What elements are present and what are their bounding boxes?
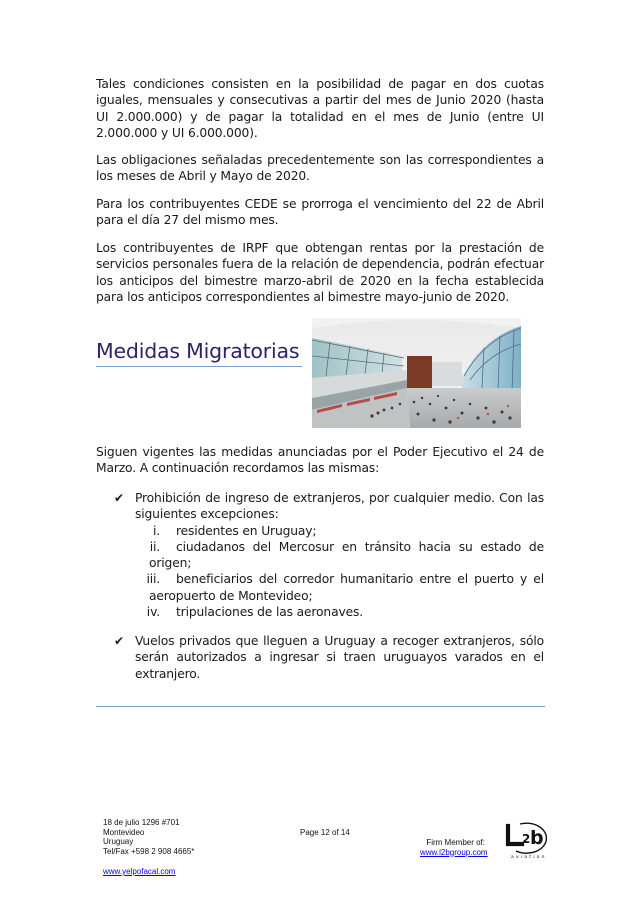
exception-text: beneficiarios del corredor humanitario entre el puerto y el aeropuerto de Montevideo; [149,572,544,603]
paragraph-installments: Tales condiciones consisten en la posibilidad de pagar en dos cuotas iguales, mensuales y consecutivas a partir del mes de Junio 2020 (hasta UI 2.000.000) y de pagar la totalidad en el mes de Junio (entre UI 2.000.000 y UI 6.000.000). [96,77,544,140]
exception-number: iv. [146,605,160,620]
exception-text: ciudadanos del Mercosur en tránsito hacia su estado de origen; [149,539,544,571]
paragraph-obligations: Las obligaciones señaladas precedentemente son las correspondientes a los meses de Abril y Mayo de 2020. [96,153,544,184]
exception-item [135,604,544,620]
exception-item [135,571,544,604]
address-line: Montevideo [103,827,145,837]
website-footer [103,867,175,877]
section-divider [96,706,545,707]
heading-underline [96,366,302,367]
svg-text:b: b [530,827,544,849]
exceptions-list [135,523,544,621]
exception-text: residentes en Uruguay; [176,523,317,538]
bullet-item [114,633,544,682]
svg-text:2: 2 [522,832,531,846]
check-mark-icon: ✔ [114,491,124,505]
firm-member [420,838,488,857]
l2b-aviation-logo [498,818,562,862]
check-mark-icon: ✔ [114,634,124,648]
paragraph-intro: Siguen vigentes las medidas anunciadas por el Poder Ejecutivo el 24 de Marzo. A continuación recordamos las mismas: [96,445,544,476]
firm-link[interactable]: www.l2bgroup.com [420,847,488,857]
bullet-text: Prohibición de ingreso de extranjeros, por cualquier medio. Con las siguientes excepciones: [135,491,544,522]
address-line: Tel/Fax +598 2 908 4665* [103,846,195,856]
bullet-text: Vuelos privados que lleguen a Uruguay a recoger extranjeros, sólo serán autorizados a ingresar si traen uruguayos varados en el extranjero. [135,634,544,681]
page-number: Page 12 of 14 [300,828,350,837]
paragraph-cede: Para los contribuyentes CEDE se prorroga el vencimiento del 22 de Abril para el día 27 del mismo mes. [96,197,544,228]
website-link[interactable]: www.yelpofacal.com [103,867,176,876]
exception-text: tripulaciones de las aeronaves. [176,605,364,620]
exception-number: i. [152,523,160,538]
svg-text:aviation: aviation [511,855,547,860]
bullet-item [114,490,544,620]
paragraph-irpf: Los contribuyentes de IRPF que obtengan rentas por la prestación de servicios personales fuera de la relación de dependencia, podrán efectuar los anticipos del bimestre marzo-abril de 2020 en la fecha establecida para los anticipos correspondientes al bimestre mayo-junio de 2020. [96,241,544,304]
exception-number: ii. [149,539,160,554]
exception-item [135,539,544,572]
airport-terminal-photo [312,318,521,428]
exception-number: iii. [146,572,160,587]
firm-member-label: Firm Member of: [426,838,485,847]
exception-item [135,523,544,539]
address-line: 18 de julio 1296 #701 [103,818,180,827]
address-line: Uruguay [103,837,134,847]
footer-address [103,818,194,856]
section-heading: Medidas Migratorias [96,339,300,363]
